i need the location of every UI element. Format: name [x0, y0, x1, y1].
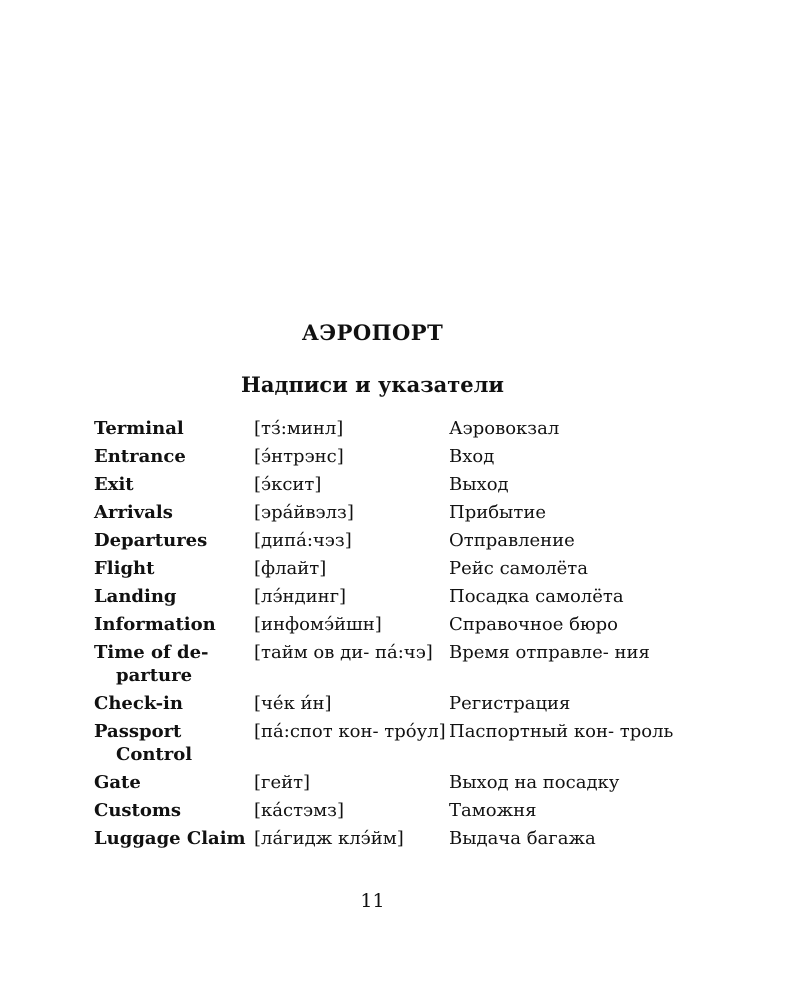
- english-term: Check-in: [94, 693, 183, 714]
- transcription: [па́:спот кон- тро́ул]: [254, 721, 446, 742]
- russian-translation: Справочное бюро: [449, 614, 618, 635]
- russian-translation: Прибытие: [449, 502, 546, 523]
- english-term: Passport Control: [94, 721, 193, 765]
- russian-translation: Вход: [449, 446, 495, 467]
- page-title: АЭРОПОРТ: [301, 320, 444, 345]
- glossary-table: [94, 417, 674, 855]
- transcription: [эра́йвэлз]: [254, 502, 354, 523]
- transcription: [тз́:минл]: [254, 418, 344, 439]
- russian-translation: Выдача багажа: [449, 828, 596, 849]
- table-row: [94, 692, 674, 715]
- russian-translation: Посадка самолёта: [449, 586, 624, 607]
- english-term: Gate: [94, 772, 141, 793]
- russian-translation: Паспортный кон- троль: [449, 721, 674, 742]
- russian-translation: Время отправле- ния: [449, 642, 650, 663]
- table-row: [94, 501, 674, 524]
- transcription: [флайт]: [254, 558, 327, 579]
- english-term: Time of de- parture: [94, 642, 209, 686]
- russian-translation: Таможня: [449, 800, 537, 821]
- english-term: Landing: [94, 586, 177, 607]
- table-row: [94, 417, 674, 440]
- english-term: Flight: [94, 558, 155, 579]
- english-term: Customs: [94, 800, 182, 821]
- transcription: [ла́гидж клэ́йм]: [254, 828, 404, 849]
- page-number: 11: [360, 890, 385, 912]
- english-term: Luggage Claim: [94, 828, 246, 849]
- table-row: [94, 720, 674, 766]
- english-term: Entrance: [94, 446, 186, 467]
- english-term: Arrivals: [94, 502, 173, 523]
- table-row: [94, 585, 674, 608]
- russian-translation: Выход: [449, 474, 509, 495]
- russian-translation: Регистрация: [449, 693, 571, 714]
- english-term: Terminal: [94, 418, 184, 439]
- transcription: [ка́стэмз]: [254, 800, 344, 821]
- english-term: Exit: [94, 474, 134, 495]
- table-row: [94, 473, 674, 496]
- transcription: [э́нтрэнс]: [254, 446, 344, 467]
- transcription: [гейт]: [254, 772, 311, 793]
- table-row: [94, 799, 674, 822]
- english-term: Information: [94, 614, 216, 635]
- transcription: [че́к и́н]: [254, 693, 332, 714]
- russian-translation: Отправление: [449, 530, 575, 551]
- transcription: [тайм ов ди- па́:чэ]: [254, 642, 433, 663]
- section-subtitle: Надписи и указатели: [241, 372, 504, 397]
- table-row: [94, 557, 674, 580]
- table-row: [94, 445, 674, 468]
- table-row: [94, 641, 674, 687]
- transcription: [дипа́:чэз]: [254, 530, 352, 551]
- russian-translation: Рейс самолёта: [449, 558, 588, 579]
- transcription: [э́ксит]: [254, 474, 322, 495]
- transcription: [инфомэ́йшн]: [254, 614, 382, 635]
- russian-translation: Аэровокзал: [449, 418, 560, 439]
- table-row: [94, 771, 674, 794]
- table-row: [94, 613, 674, 636]
- english-term: Departures: [94, 530, 208, 551]
- table-row: [94, 529, 674, 552]
- table-row: [94, 827, 674, 850]
- russian-translation: Выход на посадку: [449, 772, 620, 793]
- transcription: [лэ́ндинг]: [254, 586, 347, 607]
